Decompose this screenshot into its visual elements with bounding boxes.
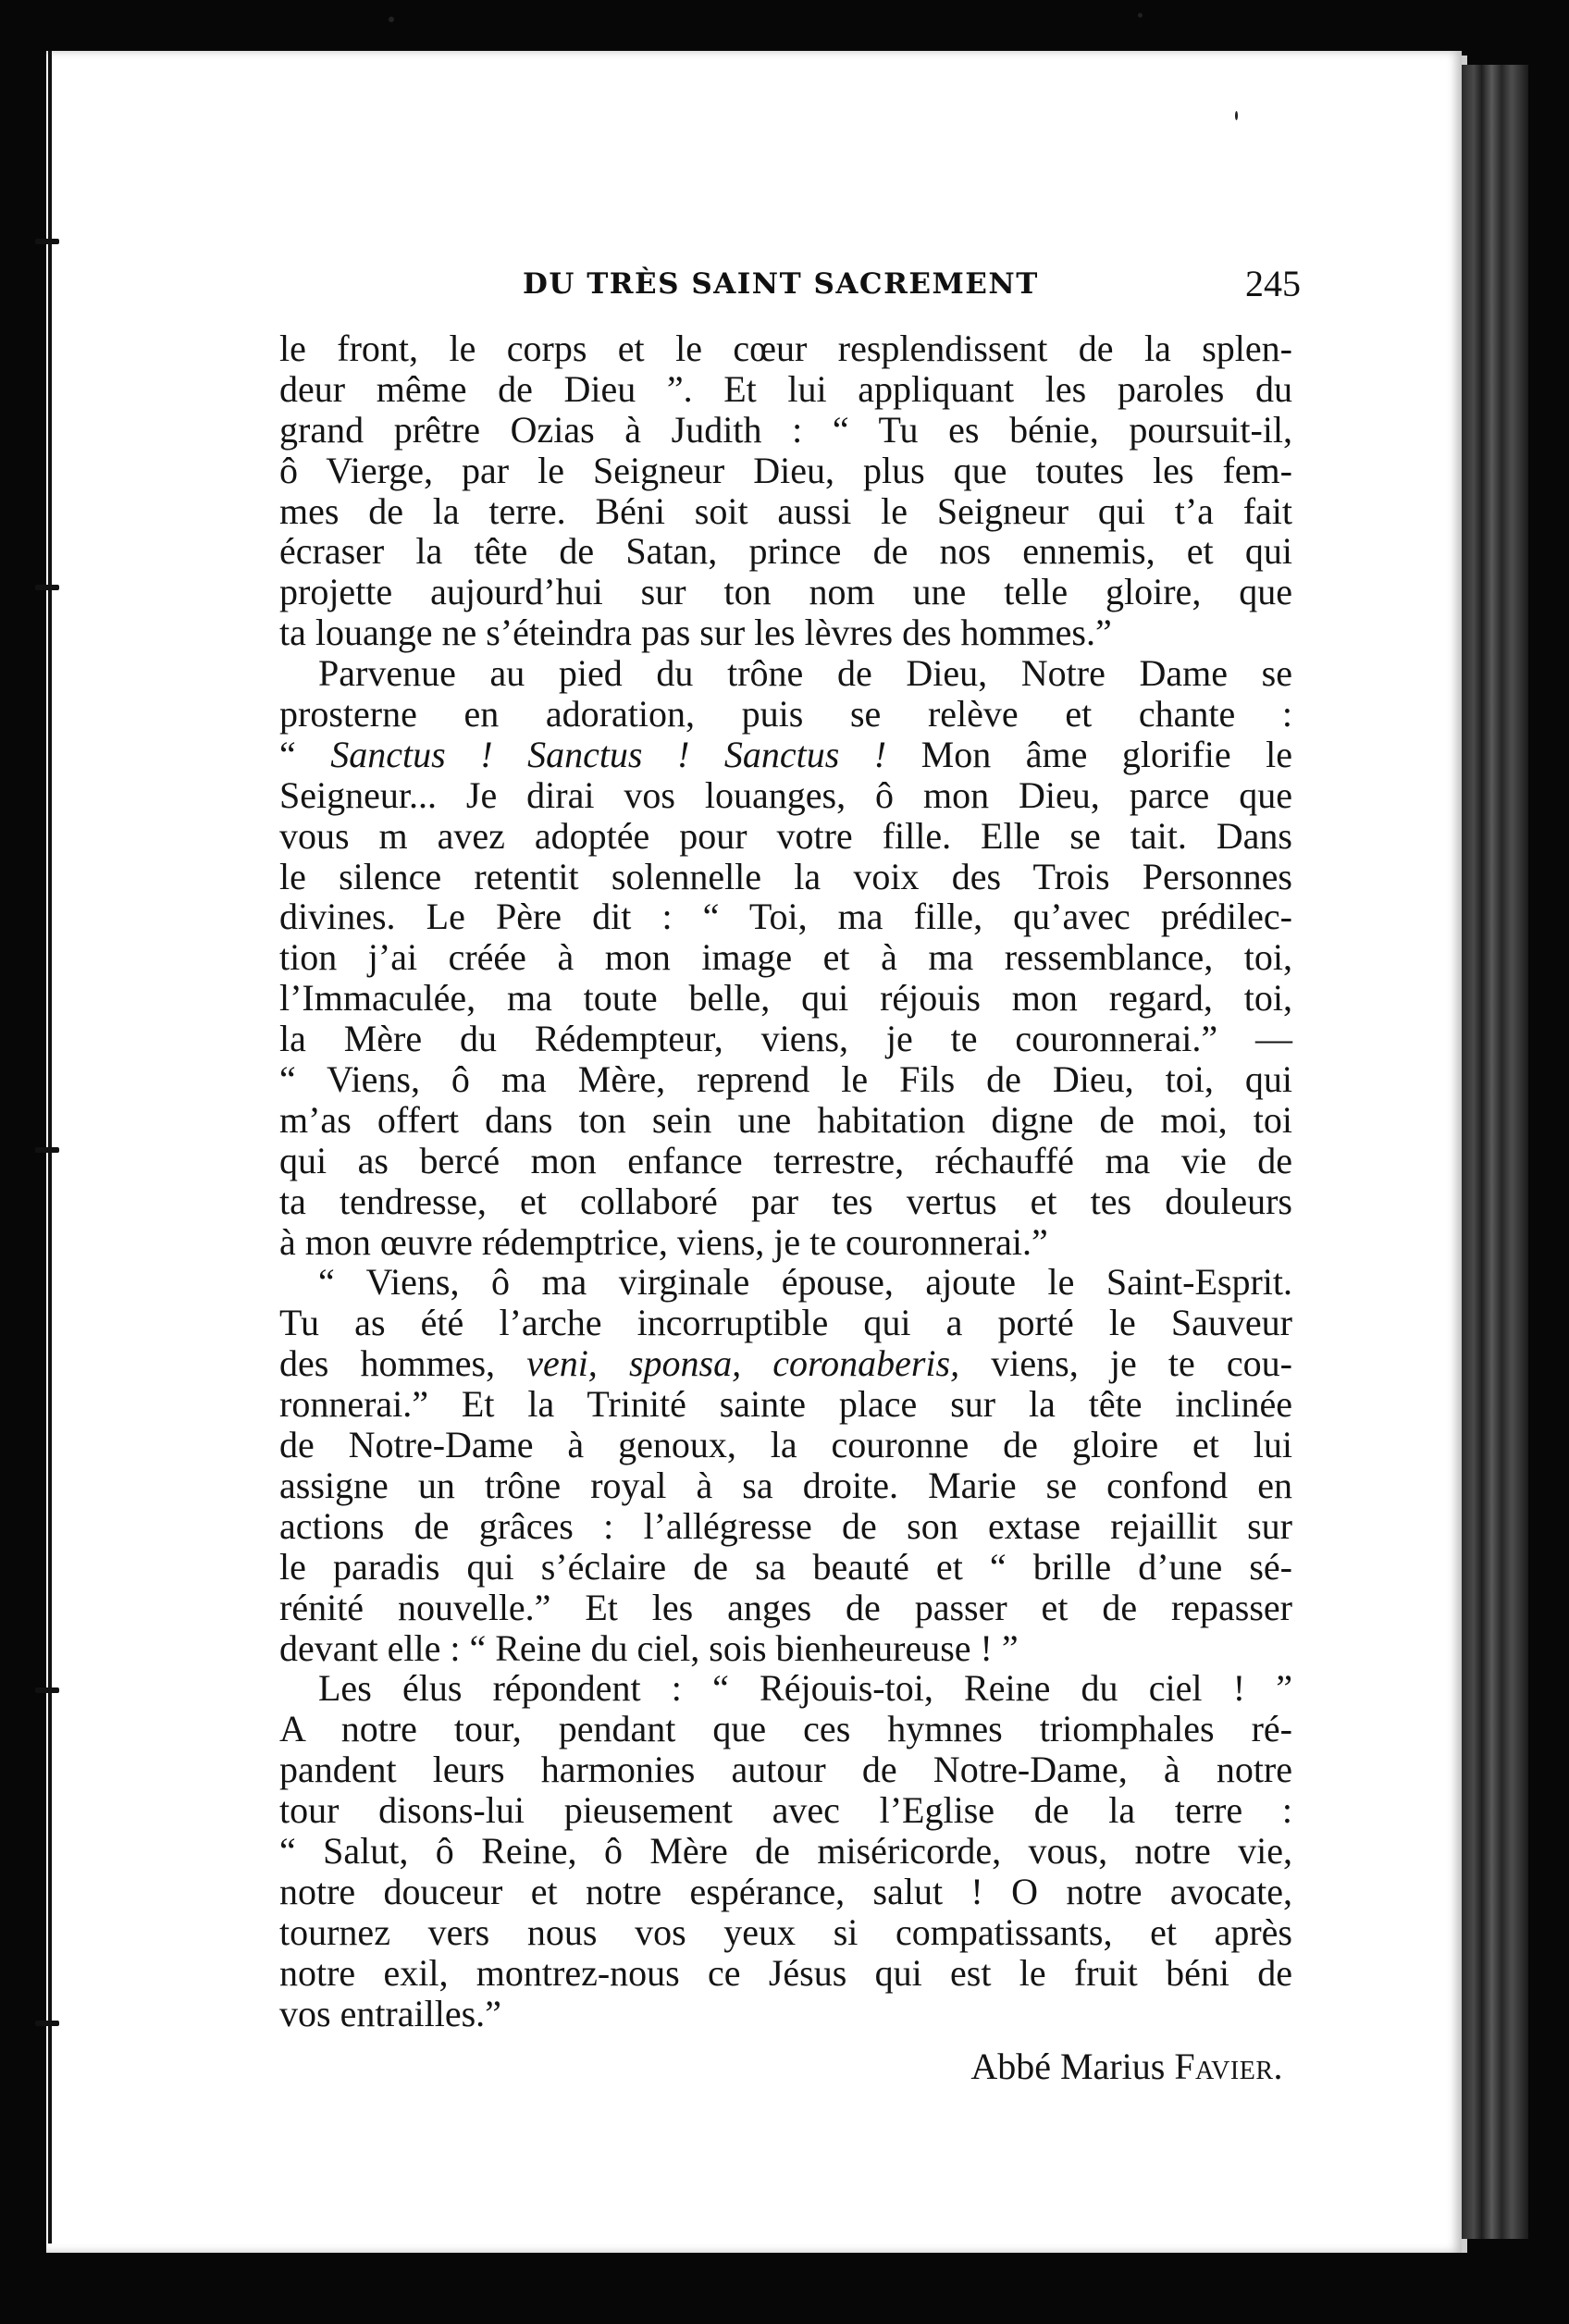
text-line: le silence retentit solennelle la voix des Trois Personnes [279, 855, 1292, 897]
text-line: la Mère du Rédempteur, viens, je te couronnerai.” — [279, 1018, 1292, 1060]
text-line: Tu as été l’arche incorruptible qui a porté le Sauveur [279, 1302, 1292, 1344]
text-line: notre douceur et notre espérance, salut ! O notre avocate, [279, 1870, 1292, 1912]
text-line: pandent leurs harmonies autour de Notre-Dame, à notre [279, 1749, 1292, 1791]
signature-surname: Favier. [1174, 2046, 1283, 2088]
text-line: vous m avez adoptée pour votre fille. Elle se tait. Dans [279, 814, 1292, 857]
text-line: divines. Le Père dit : “ Toi, ma fille, qu’avec prédilec- [279, 896, 1292, 938]
text-fragment: des hommes, [279, 1342, 527, 1385]
text-line: ta louange ne s’éteindra pas sur les lèvres des hommes.” [279, 612, 1112, 654]
page-header [46, 262, 1452, 317]
text-line: à mon œuvre rédemptrice, viens, je te couronnerai.” [279, 1220, 1048, 1263]
text-line: ronnerai.” Et la Trinité sainte place sur la tête inclinée [279, 1383, 1292, 1426]
text-line: ô Vierge, par le Seigneur Dieu, plus que toutes les fem- [279, 449, 1292, 491]
gutter-tick [35, 239, 59, 244]
text-line: “ Viens, ô ma Mère, reprend le Fils de Dieu, toi, qui [279, 1058, 1292, 1101]
text-line: le paradis qui s’éclaire de sa beauté et “ brille d’une sé- [279, 1545, 1292, 1588]
text-line: deur même de Dieu ”. Et lui appliquant les paroles du [279, 367, 1292, 410]
body-text [279, 328, 1292, 2087]
text-line: Les élus répondent : “ Réjouis-toi, Reine du ciel ! ” [318, 1667, 1292, 1710]
text-line: grand prêtre Ozias à Judith : “ Tu es bénie, poursuit-il, [279, 408, 1292, 451]
running-title: DU TRÈS SAINT SACREMENT [523, 267, 1039, 301]
scan-speck [389, 17, 394, 22]
text-line: devant elle : “ Reine du ciel, sois bienheureuse ! ” [279, 1626, 1019, 1669]
text-line [279, 1343, 1292, 1384]
gutter-tick [35, 585, 59, 590]
text-line: “ Viens, ô ma virginale épouse, ajoute le Saint-Esprit. [318, 1261, 1292, 1304]
scan-speck [1138, 13, 1143, 18]
gutter-tick [35, 2021, 59, 2026]
text-line: qui as bercé mon enfance terrestre, réchauffé ma vie de [279, 1139, 1292, 1181]
text-fragment: viens, je te cou- [959, 1342, 1292, 1385]
text-line: tion j’ai créée à mon image et à ma ressemblance, toi, [279, 936, 1292, 979]
text-line: le front, le corps et le cœur resplendissent de la splen- [279, 328, 1292, 369]
signature [279, 2046, 1292, 2087]
scan-speck [1235, 111, 1238, 120]
book-page [46, 51, 1462, 2253]
text-line: mes de la terre. Béni soit aussi le Seigneur qui t’a fait [279, 489, 1292, 532]
text-fragment: Mon âme glorifie le [886, 733, 1292, 775]
text-line: vos entrailles.” [279, 1992, 501, 2034]
text-line: Seigneur... Je dirai vos louanges, ô mon Dieu, parce que [279, 773, 1292, 816]
text-line: tournez vers nous vos yeux si compatissants, et après [279, 1910, 1292, 1953]
text-line [279, 735, 1292, 775]
book-block-edge [1462, 65, 1528, 2239]
text-line: l’Immaculée, ma toute belle, qui réjouis mon regard, toi, [279, 977, 1292, 1020]
text-line: m’as offert dans ton sein une habitation digne de moi, toi [279, 1098, 1292, 1141]
text-line: tour disons-lui pieusement avec l’Eglise de la terre : [279, 1789, 1292, 1832]
text-line: assigne un trône royal à sa droite. Marie se confond en [279, 1464, 1292, 1506]
italic-latin: veni, sponsa, coronaberis, [526, 1342, 960, 1385]
text-line: projette aujourd’hui sur ton nom une telle gloire, que [279, 571, 1292, 613]
text-line: “ Salut, ô Reine, ô Mère de miséricorde, vous, notre vie, [279, 1829, 1292, 1872]
text-line: écraser la tête de Satan, prince de nos ennemis, et qui [279, 530, 1292, 573]
italic-latin: Sanctus ! Sanctus ! Sanctus ! [330, 733, 887, 775]
text-fragment: “ [279, 733, 331, 775]
signature-name: Abbé Marius [970, 2046, 1175, 2088]
gutter-tick [35, 1687, 59, 1693]
text-line: rénité nouvelle.” Et les anges de passer et de repasser [279, 1586, 1292, 1628]
text-line: actions de grâces : l’allégresse de son extase rejaillit sur [279, 1504, 1292, 1547]
text-line: de Notre-Dame à genoux, la couronne de gloire et lui [279, 1424, 1292, 1466]
text-line: ta tendresse, et collaboré par tes vertus et tes douleurs [279, 1180, 1292, 1222]
text-line: A notre tour, pendant que ces hymnes triomphales ré- [279, 1708, 1292, 1750]
text-line: prosterne en adoration, puis se relève et chante : [279, 693, 1292, 736]
text-line: notre exil, montrez-nous ce Jésus qui est le fruit béni de [279, 1951, 1292, 1994]
page-number: 245 [1245, 263, 1301, 304]
text-line: Parvenue au pied du trône de Dieu, Notre Dame se [318, 652, 1292, 695]
gutter-tick [35, 1147, 59, 1153]
